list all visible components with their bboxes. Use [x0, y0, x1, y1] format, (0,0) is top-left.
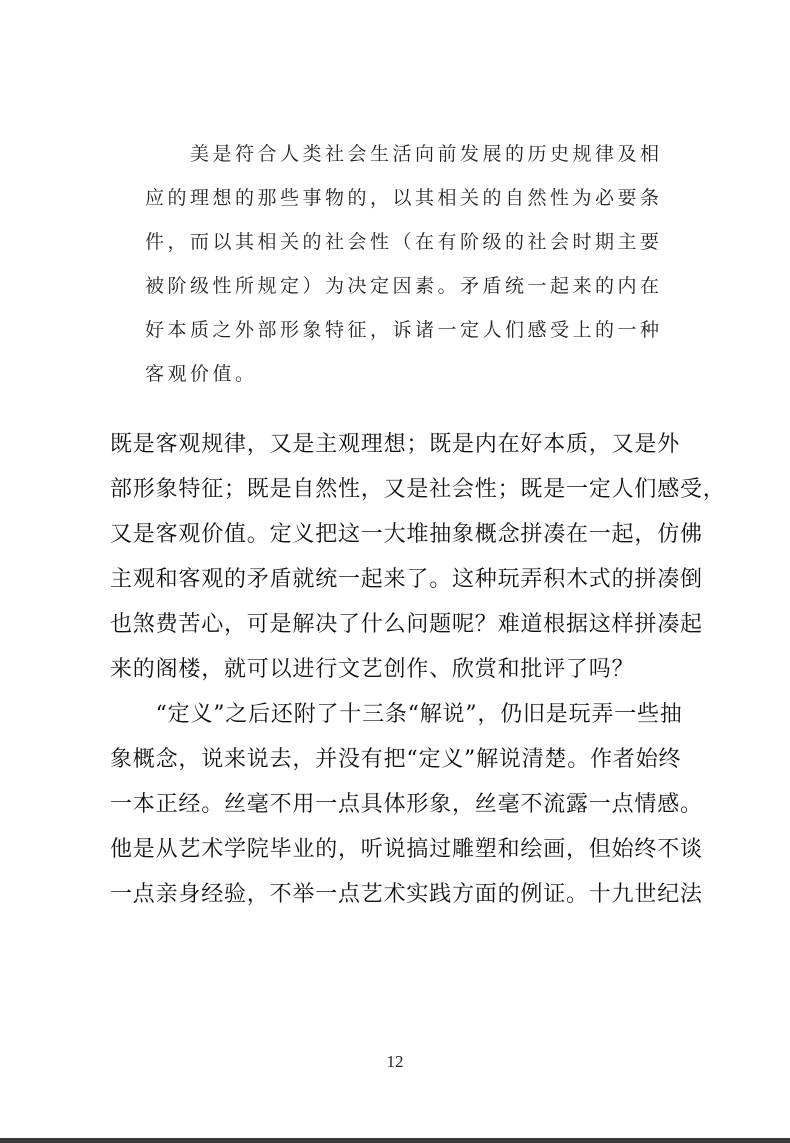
- quote-line: 件，而以其相关的社会性（在有阶级的社会时期主要: [145, 231, 663, 253]
- page-number: 12: [386, 1052, 404, 1071]
- body-line: 象概念，说来说去，并没有把“定义”解说清楚。作者始终: [110, 747, 682, 772]
- quote-line: 好本质之外部形象特征，诉诸一定人们感受上的一种: [145, 319, 663, 341]
- quote-line: 应的理想的那些事物的，以其相关的自然性为必要条: [145, 187, 663, 209]
- body-line: 部形象特征；既是自然性，又是社会性；既是一定人们感受，: [110, 477, 726, 502]
- page-bottom-edge: [0, 1138, 790, 1143]
- definition-quote: [145, 132, 665, 396]
- quote-line: 美是符合人类社会生活向前发展的历史规律及相: [145, 143, 663, 165]
- body-text: [110, 422, 726, 917]
- body-line: 又是客观价值。定义把这一大堆抽象概念拼凑在一起，仿佛: [110, 522, 703, 547]
- quote-line: 被阶级性所规定）为决定因素。矛盾统一起来的内在: [145, 275, 663, 297]
- body-line: 一本正经。丝毫不用一点具体形象，丝毫不流露一点情感。: [110, 792, 703, 817]
- body-line: 来的阁楼，就可以进行文艺创作、欣赏和批评了吗？: [110, 657, 635, 682]
- body-line: 主观和客观的矛盾就统一起来了。这种玩弄积木式的拼凑倒: [110, 567, 703, 592]
- body-line: “定义”之后还附了十三条“解说”，仍旧是玩弄一些抽: [110, 702, 683, 727]
- body-line: 一点亲身经验，不举一点艺术实践方面的例证。十九世纪法: [110, 882, 703, 907]
- quote-line: 客观价值。: [145, 363, 258, 385]
- body-line: 既是客观规律，又是主观理想；既是内在好本质，又是外: [110, 432, 681, 457]
- body-line: 他是从艺术学院毕业的，听说搞过雕塑和绘画，但始终不谈: [110, 837, 703, 862]
- body-line: 也煞费苦心，可是解决了什么问题呢？难道根据这样拼凑起: [110, 612, 703, 637]
